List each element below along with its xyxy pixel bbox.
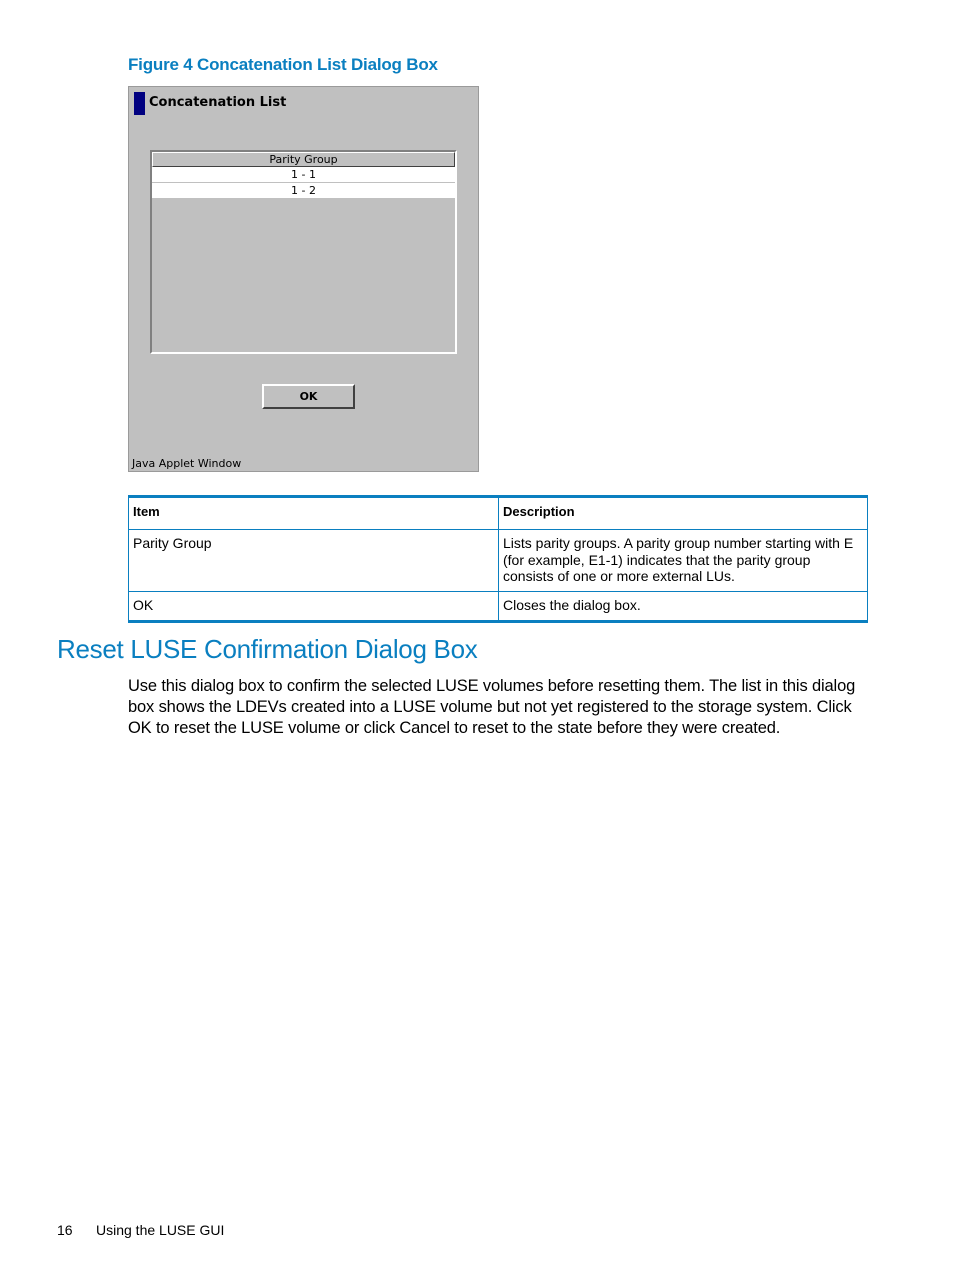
table-header-description: Description	[499, 497, 868, 530]
table-row	[129, 592, 868, 622]
table-header-row	[129, 497, 868, 530]
list-header-parity-group[interactable]: Parity Group	[152, 152, 455, 167]
figure-caption: Figure 4 Concatenation List Dialog Box	[128, 55, 438, 74]
concatenation-list-dialog	[128, 86, 479, 472]
table-cell-item: Parity Group	[129, 530, 499, 592]
list-item[interactable]: 1 - 2	[152, 183, 455, 199]
dialog-title: Concatenation List	[149, 95, 287, 110]
section-heading: Reset LUSE Confirmation Dialog Box	[57, 634, 478, 664]
java-applet-window-label: Java Applet Window	[132, 457, 242, 470]
page-footer	[57, 1222, 224, 1238]
dialog-title-marker-icon	[134, 92, 145, 115]
section-paragraph: Use this dialog box to confirm the selected LUSE volumes before resetting them. The list in this dialog box shows the LDEVs created into a LUSE volume but not yet registered to the storage system. Click OK to reset the LUSE volume or click Cancel to reset to the state before they were created.	[128, 677, 856, 737]
parity-group-list[interactable]	[150, 150, 457, 354]
table-cell-description: Lists parity groups. A parity group number starting with E (for example, E1-1) indicates that the parity group consists of one or more external LUs.	[499, 530, 868, 592]
item-description-table	[128, 495, 868, 623]
table-header-item: Item	[129, 497, 499, 530]
list-item[interactable]: 1 - 1	[152, 167, 455, 183]
chapter-title: Using the LUSE GUI	[96, 1222, 225, 1238]
table-row	[129, 530, 868, 592]
table-cell-description: Closes the dialog box.	[499, 592, 868, 622]
table-cell-item: OK	[129, 592, 499, 622]
page-number: 16	[57, 1222, 73, 1238]
ok-button[interactable]: OK	[262, 384, 355, 409]
